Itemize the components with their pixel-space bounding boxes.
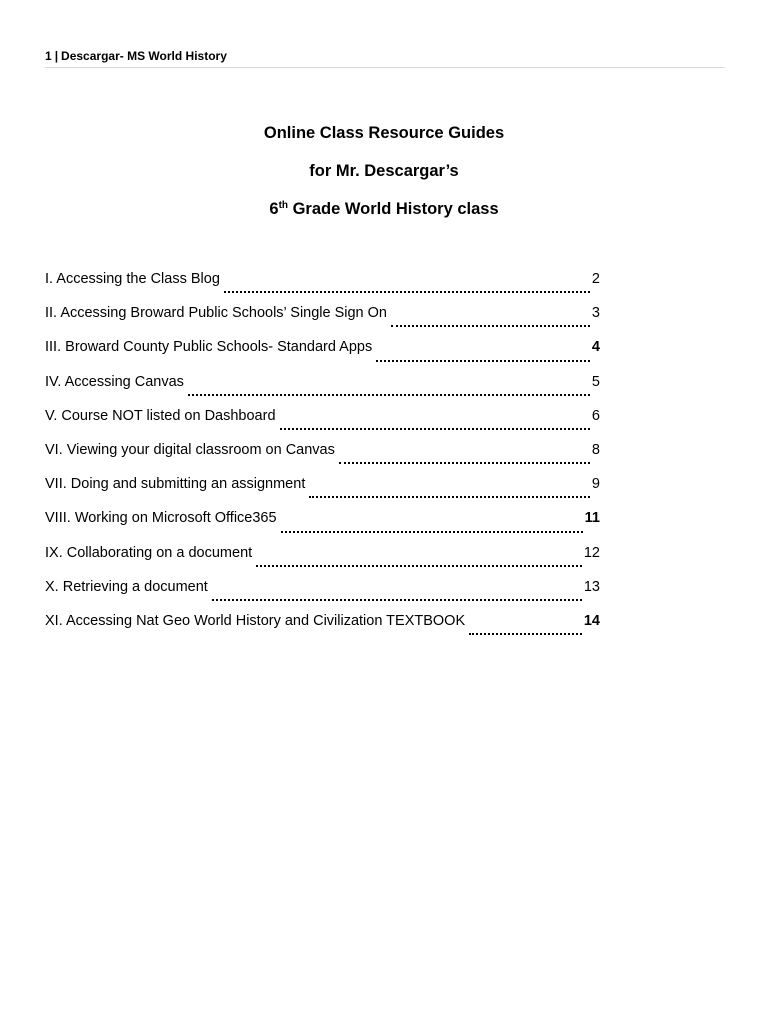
toc-leader-dots <box>469 633 582 635</box>
toc-entry-page: 12 <box>583 544 600 561</box>
toc-entry-page: 8 <box>591 441 600 458</box>
toc-entry-page: 6 <box>591 407 600 424</box>
toc-entry-label: VII. Doing and submitting an assignment <box>45 476 306 493</box>
toc-entry[interactable] <box>45 334 600 368</box>
toc-entry-page: 13 <box>583 578 600 595</box>
toc-entry-label: III. Broward County Public Schools- Standard Apps <box>45 339 373 356</box>
toc-entry-page: 11 <box>584 510 600 527</box>
table-of-contents <box>45 266 600 642</box>
header-running-title: Descargar- MS World History <box>61 49 227 63</box>
toc-leader-dots <box>281 531 583 533</box>
title-line-2: for Mr. Descargar’s <box>309 162 459 180</box>
toc-entry-label: I. Accessing the Class Blog <box>45 271 220 287</box>
toc-entry-page: 3 <box>591 305 600 322</box>
toc-leader-dots <box>224 291 590 293</box>
toc-leader-dots <box>212 599 582 601</box>
toc-leader-dots <box>339 462 590 464</box>
toc-entry[interactable] <box>45 574 600 608</box>
toc-entry-page: 4 <box>591 339 600 356</box>
title-grade-number: 6 <box>269 200 279 218</box>
title-line-1: Online Class Resource Guides <box>263 124 505 142</box>
toc-leader-dots <box>391 325 590 327</box>
header-divider <box>45 67 725 68</box>
toc-entry-label: VI. Viewing your digital classroom on Canvas <box>45 441 335 458</box>
toc-leader-dots <box>188 394 590 396</box>
toc-entry[interactable] <box>45 266 600 300</box>
page-header <box>45 47 725 65</box>
toc-entry-label: X. Retrieving a document <box>45 578 208 595</box>
toc-leader-dots <box>280 428 590 430</box>
toc-entry-page: 9 <box>591 476 600 493</box>
toc-entry-page: 5 <box>591 373 600 390</box>
title-grade-ordinal: th <box>278 200 289 211</box>
toc-entry[interactable] <box>45 369 600 403</box>
toc-entry-label: IX. Collaborating on a document <box>45 544 253 561</box>
header-page-number: 1 <box>45 49 52 63</box>
title-line-3 <box>0 196 768 234</box>
toc-entry[interactable] <box>45 608 600 642</box>
toc-entry-label: XI. Accessing Nat Geo World History and Civilization TEXTBOOK <box>45 612 466 629</box>
toc-entry[interactable] <box>45 505 600 539</box>
toc-entry[interactable] <box>45 437 600 471</box>
toc-entry-page: 14 <box>583 612 600 629</box>
toc-entry[interactable] <box>45 540 600 574</box>
toc-entry-label: V. Course NOT listed on Dashboard <box>45 407 276 424</box>
toc-entry[interactable] <box>45 403 600 437</box>
toc-leader-dots <box>376 360 590 362</box>
toc-entry[interactable] <box>45 300 600 334</box>
toc-leader-dots <box>309 496 590 498</box>
toc-entry-page: 2 <box>591 271 600 287</box>
toc-leader-dots <box>256 565 582 567</box>
toc-entry-label: IV. Accessing Canvas <box>45 373 184 390</box>
document-title <box>0 120 768 234</box>
header-separator: | <box>54 49 59 63</box>
toc-entry-label: II. Accessing Broward Public Schools’ Single Sign On <box>45 305 387 322</box>
toc-entry-label: VIII. Working on Microsoft Office365 <box>45 510 277 527</box>
title-grade-rest: Grade World History class <box>288 200 499 218</box>
toc-entry[interactable] <box>45 471 600 505</box>
